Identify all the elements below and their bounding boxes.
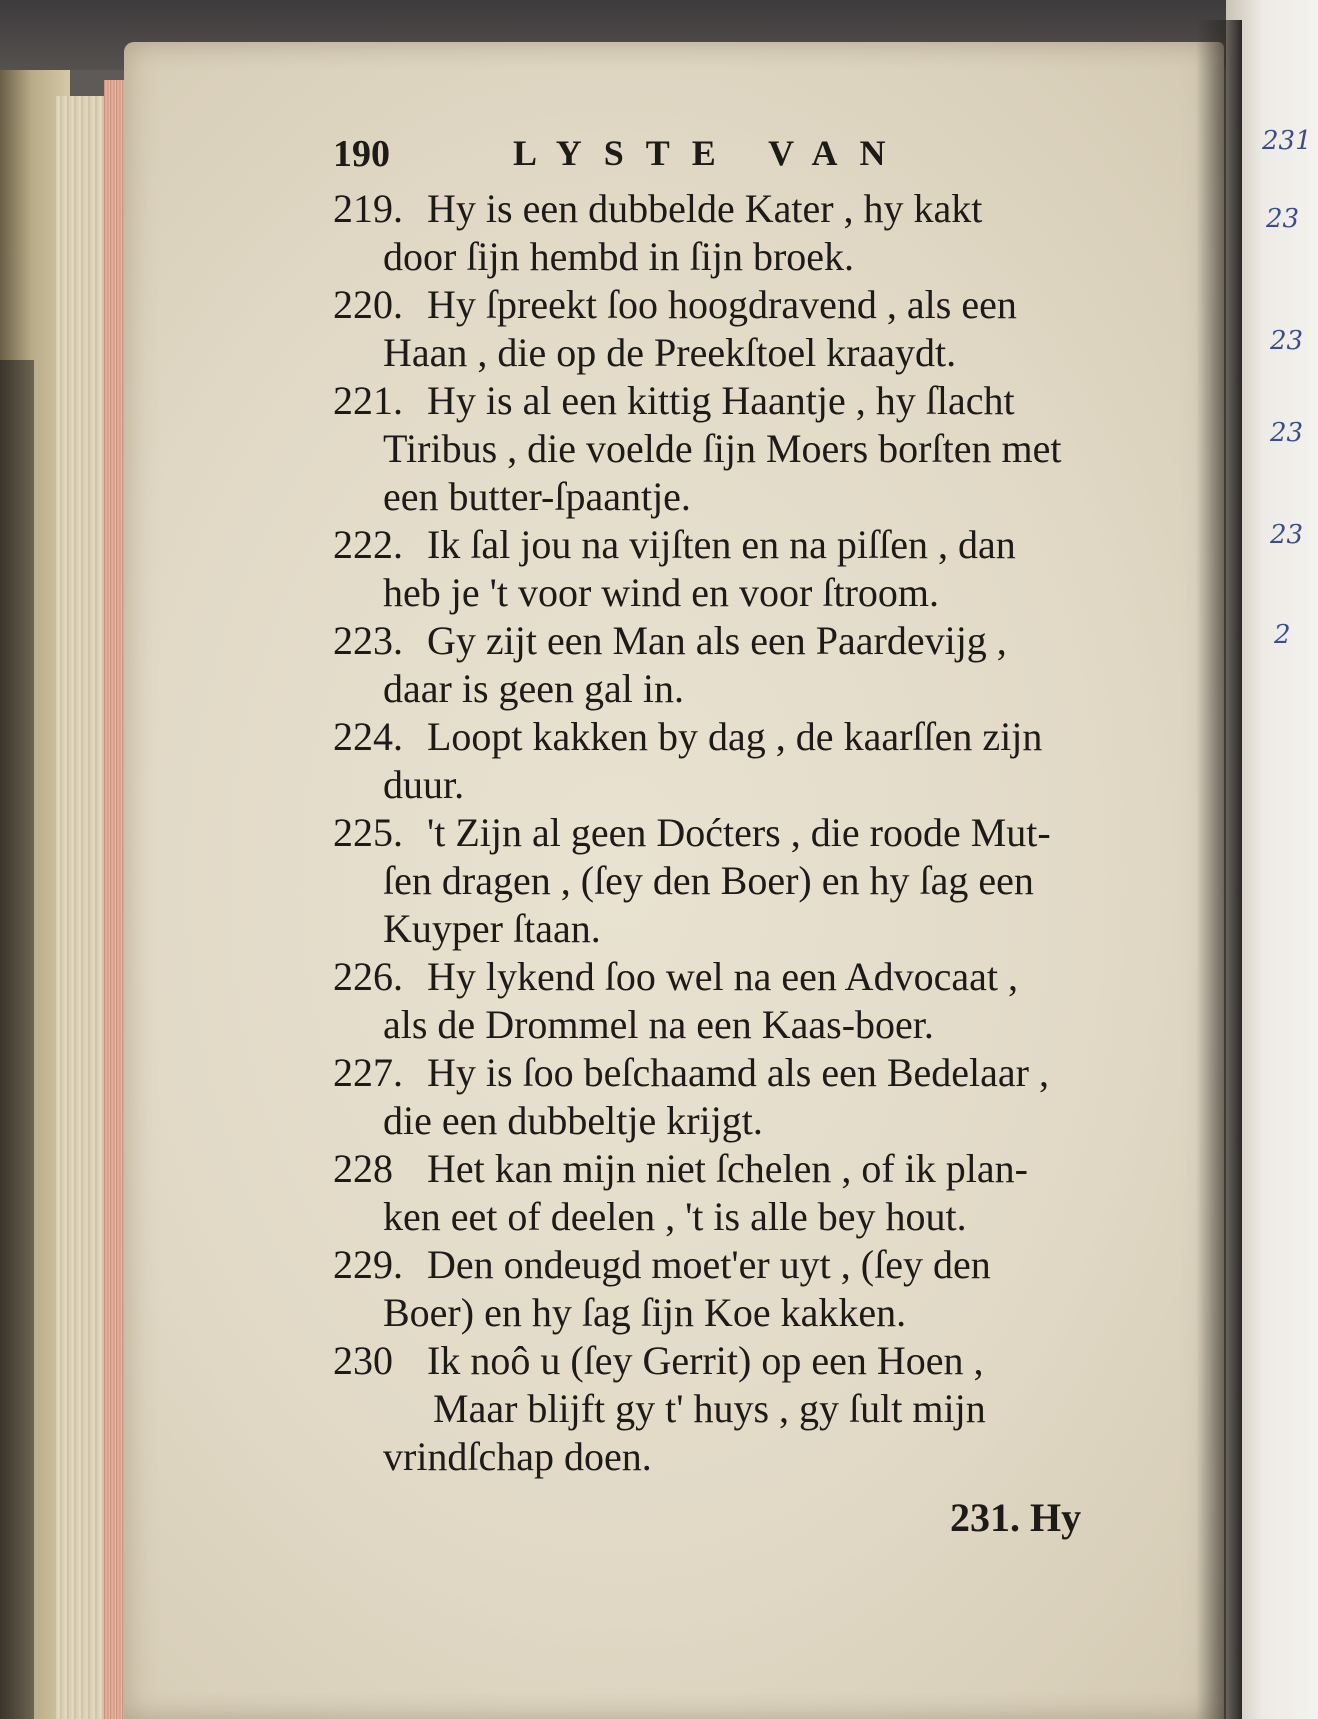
left-cover-edge [0,360,34,1719]
entry-line [333,1336,983,1386]
entry-line: heb je 't voor wind en voor ſtroom. [383,570,939,615]
entry-number: 219. [333,186,403,231]
entry-line: die een dubbeltje krijgt. [383,1098,763,1143]
entry-number: 230 [333,1338,393,1383]
entry-line: Boer) en hy ſag ſijn Koe kakken. [383,1290,907,1335]
entry-number: 224. [333,714,403,759]
entry-line [333,952,1018,1002]
margin-note: 23 [1266,204,1300,234]
entry-text: 't Zijn al geen Doćters , die roode Mut- [427,810,1051,855]
entry-line: Kuyper ſtaan. [383,906,601,951]
entry-line [333,376,1015,426]
entry-text: Hy is ſoo beſchaamd als een Bedelaar , [427,1050,1049,1095]
entry-number: 229. [333,1242,403,1287]
entry-line: daar is geen gal in. [383,666,684,711]
entry-number: 220. [333,282,403,327]
entry-line [333,1048,1049,1098]
entry-line [333,1144,1028,1194]
entry-line: ſen dragen , (ſey den Boer) en hy ſag een [383,858,1034,903]
entry-text: Hy ſpreekt ſoo hoogdravend , als een [427,282,1017,327]
entry-line: als de Drommel na een Kaas-boer. [383,1002,934,1047]
entry-text: Hy is een dubbelde Kater , hy kakt [427,186,983,231]
entry-line [333,616,1007,666]
entry-number: 221. [333,378,403,423]
entry-text: Het kan mijn niet ſchelen , of ik plan- [427,1146,1028,1191]
entry-number: 226. [333,954,403,999]
entry-line [333,184,982,234]
entry-line: een butter-ſpaantje. [383,474,691,519]
entry-number: 228 [333,1146,393,1191]
entry-line: Maar blijft gy t' huys , gy ſult mijn [433,1386,986,1431]
running-head [333,132,1013,176]
entry-line [333,808,1051,858]
margin-note: 2 [1274,620,1291,650]
margin-note: 23 [1270,418,1304,448]
entry-line: vrindſchap doen. [383,1434,652,1479]
entry-number: 227. [333,1050,403,1095]
entry-text: Den ondeugd moet'er uyt , (ſey den [427,1242,991,1287]
entry-line: Haan , die op de Preekſtoel kraaydt. [383,330,957,375]
entry-number: 225. [333,810,403,855]
entry-number: 223. [333,618,403,663]
entry-line [333,520,1016,570]
entry-text: Loopt kakken by dag , de kaarſſen zijn [427,714,1043,759]
entry-line: ken eet of deelen , 't is alle bey hout. [383,1194,967,1239]
page-number: 190 [333,133,390,175]
entry-text: Gy zijt een Man als een Paardevijg , [427,618,1007,663]
entry-number: 222. [333,522,403,567]
gutter-shadow [1196,20,1242,1719]
margin-note: 231 [1262,126,1312,156]
entry-text: Ik noô u (ſey Gerrit) op een Hoen , [427,1338,984,1383]
entry-text: Ik ſal jou na vijſten en na piſſen , dan [427,522,1016,567]
entry-line [333,1240,991,1290]
entry-line [333,280,1017,330]
margin-note: 23 [1270,520,1304,550]
entry-text: Hy is al een kittig Haantje , hy ſlacht [427,378,1015,423]
page-title: LYSTE VAN [513,133,908,173]
entry-line: duur. [383,762,465,807]
entry-line: Tiribus , die voelde ſijn Moers borſten met [383,426,1062,471]
entry-line: door ſijn hembd in ſijn broek. [383,234,855,279]
entry-text: Hy lykend ſoo wel na een Advocaat , [427,954,1018,999]
catchword: 231. Hy [950,1495,1082,1540]
entry-line [333,712,1042,762]
margin-note: 23 [1270,326,1304,356]
